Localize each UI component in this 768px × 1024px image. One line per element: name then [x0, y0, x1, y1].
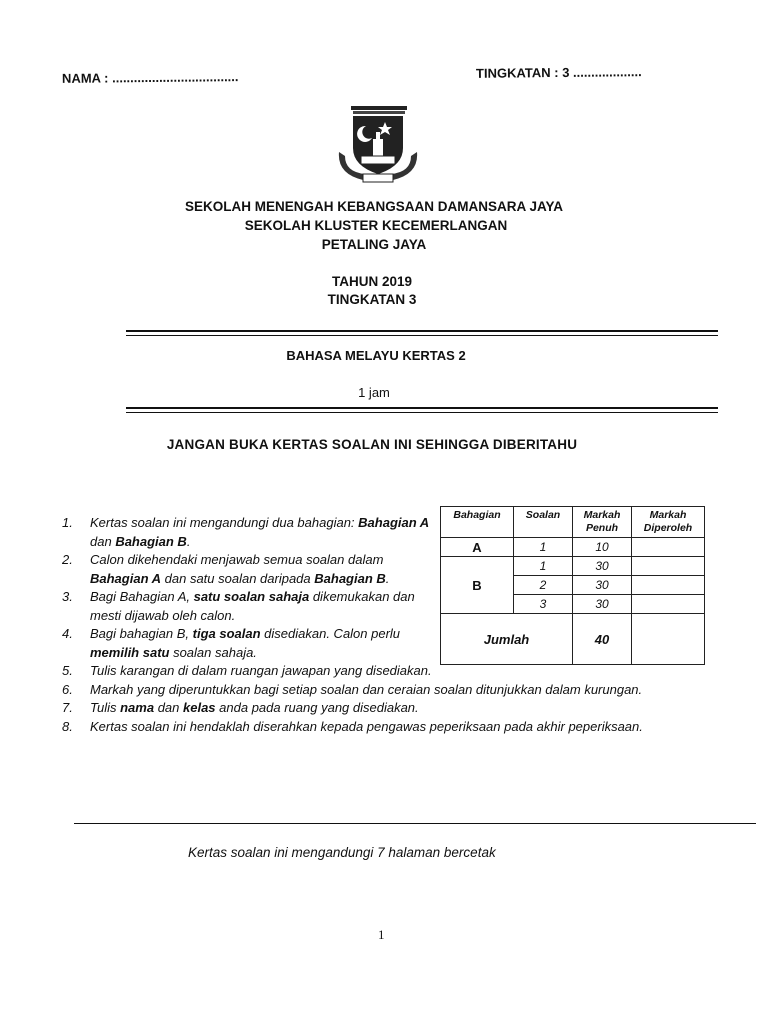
instruction-text — [90, 515, 429, 549]
form-field[interactable]: TINGKATAN : 3 ................... — [475, 64, 642, 81]
instruction-number: 7. — [62, 700, 73, 715]
table-row — [441, 557, 705, 576]
section-b-penuh: 30 — [573, 557, 632, 576]
instruction-number: 4. — [62, 626, 73, 641]
total-diperoleh[interactable] — [632, 614, 705, 665]
instruction-text — [90, 663, 432, 678]
instruction-item — [60, 681, 700, 700]
section-a-penuh: 10 — [573, 538, 632, 557]
instruction-item — [60, 514, 440, 551]
instruction-run: anda pada ruang yang disediakan. — [215, 700, 419, 715]
instruction-run: dan — [154, 700, 183, 715]
instruction-run: Calon dikehendaki menjawab semua soalan dalam — [90, 552, 384, 567]
instruction-emphasis: Bahagian B — [115, 533, 187, 549]
instruction-text — [90, 626, 400, 660]
section-b-diperoleh[interactable] — [632, 557, 705, 576]
instruction-item — [60, 588, 440, 625]
instruction-item — [60, 699, 700, 718]
instruction-run: dan satu soalan daripada — [161, 570, 315, 586]
instruction-number: 5. — [62, 663, 73, 678]
section-a-label: A — [441, 538, 514, 557]
school-crest-icon — [333, 104, 423, 186]
section-b-soalan: 2 — [514, 576, 573, 595]
instruction-text — [90, 682, 642, 697]
exam-year: TAHUN 2019 — [331, 274, 413, 289]
instruction-run: Markah yang diperuntukkan bagi setiap soalan dan ceraian soalan ditunjukkan dalam kurungan. — [90, 681, 643, 697]
footer-divider — [74, 823, 756, 824]
instruction-run: . — [385, 570, 390, 586]
instruction-run: . — [186, 533, 191, 549]
section-b-diperoleh[interactable] — [632, 595, 705, 614]
header-markah-penuh: Markah Penuh — [573, 507, 632, 538]
instruction-emphasis: Bahagian B — [314, 570, 386, 586]
instruction-run: Bagi Bahagian A, — [90, 589, 194, 604]
divider-bottom — [126, 407, 718, 409]
total-penuh: 40 — [573, 614, 632, 665]
instruction-number: 8. — [62, 718, 73, 734]
page-count-note: Kertas soalan ini mengandungi 7 halaman bercetak — [188, 845, 496, 860]
page-number: 1 — [378, 927, 385, 942]
instruction-run: dan — [90, 533, 116, 549]
section-b-soalan: 3 — [514, 595, 573, 614]
school-cluster: SEKOLAH KLUSTER KECEMERLANGAN — [244, 218, 508, 233]
instruction-emphasis: satu soalan sahaja — [193, 589, 310, 604]
exam-form: TINGKATAN 3 — [327, 292, 417, 307]
marks-table — [440, 506, 705, 665]
instruction-run: Kertas soalan ini hendaklah diserahkan kepada pengawas peperiksaan pada akhir peperiksaan. — [90, 718, 643, 734]
section-a-soalan: 1 — [514, 538, 573, 557]
instruction-text — [90, 719, 643, 734]
instruction-run: Tulis — [90, 700, 121, 715]
section-b-soalan: 1 — [514, 557, 573, 576]
instruction-run: soalan sahaja. — [169, 644, 257, 660]
instruction-emphasis: kelas — [183, 700, 216, 715]
total-label: Jumlah — [441, 614, 573, 665]
instruction-run: disediakan. Calon perlu — [260, 626, 401, 641]
section-b-penuh: 30 — [573, 595, 632, 614]
instruction-emphasis: Bahagian A — [358, 515, 430, 530]
instruction-item — [60, 718, 700, 737]
instruction-emphasis: Bahagian A — [90, 570, 162, 586]
section-a-diperoleh[interactable] — [632, 538, 705, 557]
section-b-penuh: 30 — [573, 576, 632, 595]
instruction-run: Tulis karangan di dalam ruangan jawapan yang disediakan. — [90, 663, 432, 678]
table-row — [441, 538, 705, 557]
school-location: PETALING JAYA — [321, 237, 427, 252]
header-soalan: Soalan — [514, 507, 573, 538]
warning-notice: JANGAN BUKA KERTAS SOALAN INI SEHINGGA DIBERITAHU — [166, 437, 578, 452]
instruction-text — [90, 552, 389, 586]
instruction-item — [60, 551, 440, 588]
instruction-emphasis: memilih satu — [90, 644, 170, 660]
instruction-item — [60, 625, 440, 662]
instruction-number: 6. — [62, 681, 73, 697]
header-bahagian: Bahagian — [441, 507, 514, 538]
name-field[interactable]: NAMA : ................................... — [61, 69, 239, 86]
instruction-text — [90, 589, 415, 623]
header-markah-diperoleh: Markah Diperoleh — [632, 507, 705, 538]
table-total-row — [441, 614, 705, 665]
instruction-text — [90, 700, 419, 715]
school-name: SEKOLAH MENENGAH KEBANGSAAN DAMANSARA JAYA — [184, 199, 564, 214]
instruction-number: 3. — [62, 589, 73, 604]
exam-duration: 1 jam — [358, 385, 390, 400]
divider-top — [126, 330, 718, 332]
paper-title: BAHASA MELAYU KERTAS 2 — [286, 348, 466, 363]
instruction-run: Kertas soalan ini mengandungi dua bahagian: — [90, 515, 359, 530]
instruction-run: dikemukakan dan mesti dijawab oleh calon. — [90, 589, 415, 623]
table-header-row — [441, 507, 705, 538]
divider-bottom-thin — [126, 412, 718, 413]
instruction-number: 2. — [62, 552, 73, 567]
instruction-emphasis: tiga soalan — [192, 626, 261, 641]
section-b-label: B — [441, 557, 514, 614]
instruction-number: 1. — [62, 515, 73, 530]
section-b-diperoleh[interactable] — [632, 576, 705, 595]
divider-top-thin — [126, 335, 718, 336]
instruction-run: Bagi bahagian B, — [90, 626, 193, 641]
instruction-emphasis: nama — [120, 700, 155, 715]
